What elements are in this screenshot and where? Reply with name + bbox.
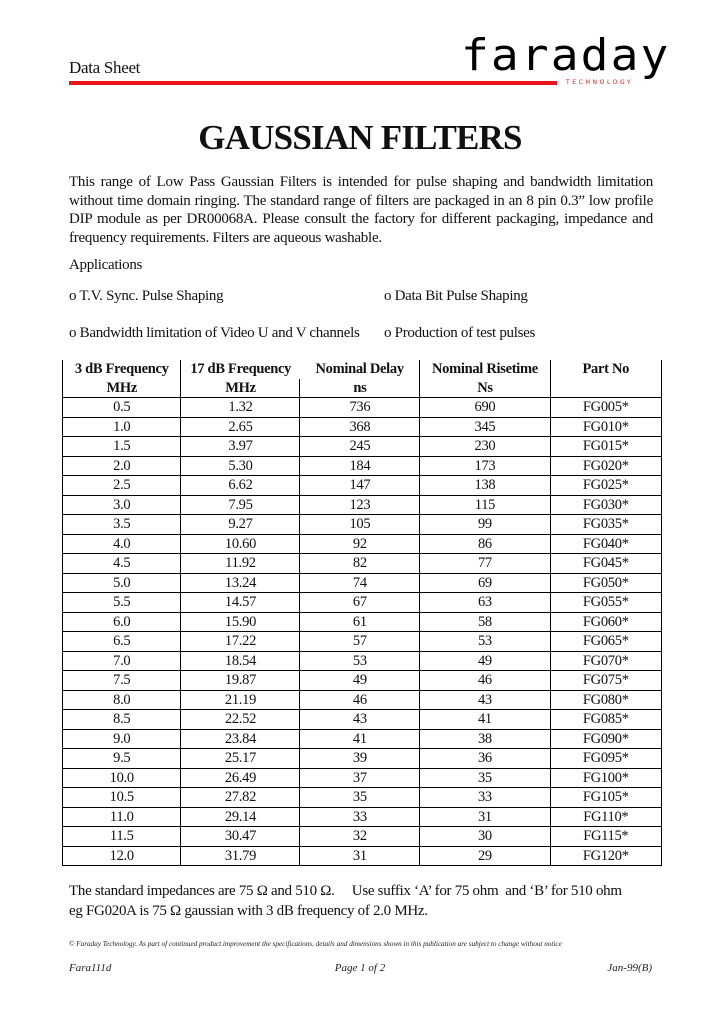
table-cell: 35 <box>420 768 550 788</box>
table-cell: 35 <box>300 788 420 808</box>
table-cell: 13.24 <box>181 573 300 593</box>
table-cell: 27.82 <box>181 788 300 808</box>
table-row <box>63 846 662 866</box>
table-cell: FG095* <box>550 749 661 769</box>
table-cell: FG055* <box>550 593 661 613</box>
table-cell: 30.47 <box>181 827 300 847</box>
table-cell: FG020* <box>550 456 661 476</box>
table-cell: 33 <box>420 788 550 808</box>
table-cell: FG070* <box>550 651 661 671</box>
document-type-label: Data Sheet <box>69 58 141 77</box>
table-cell: 31.79 <box>181 846 300 866</box>
table-cell: 173 <box>420 456 550 476</box>
table-cell: FG050* <box>550 573 661 593</box>
table-cell: 690 <box>420 398 550 418</box>
header-3db-frequency: 3 dB Frequency <box>63 360 181 379</box>
table-row <box>63 671 662 691</box>
table-cell: 3.97 <box>181 437 300 457</box>
table-cell: 15.90 <box>181 612 300 632</box>
table-cell: 5.30 <box>181 456 300 476</box>
impedance-note <box>69 881 669 921</box>
table-cell: 92 <box>300 534 420 554</box>
table-cell: 74 <box>300 573 420 593</box>
table-cell: 147 <box>300 476 420 496</box>
table-cell: 11.5 <box>63 827 181 847</box>
footer-revision-date: Jan-99(B) <box>607 962 652 974</box>
impedance-note-line: eg FG020A is 75 Ω gaussian with 3 dB frequency of 2.0 MHz. <box>69 903 428 919</box>
table-cell: 115 <box>420 495 550 515</box>
table-cell: 10.5 <box>63 788 181 808</box>
table-cell: 1.5 <box>63 437 181 457</box>
table-cell: 12.0 <box>63 846 181 866</box>
table-cell: 82 <box>300 554 420 574</box>
table-cell: 23.84 <box>181 729 300 749</box>
table-row <box>63 827 662 847</box>
application-item: o Production of test pulses <box>384 325 536 341</box>
table-cell: 8.5 <box>63 710 181 730</box>
table-cell: FG120* <box>550 846 661 866</box>
table-cell: 19.87 <box>181 671 300 691</box>
table-cell: 36 <box>420 749 550 769</box>
table-cell: 49 <box>300 671 420 691</box>
table-cell: 21.19 <box>181 690 300 710</box>
table-row <box>63 729 662 749</box>
copyright-footnote: © Faraday Technology. As part of continued product improvement the specifications, details and dimensions shown in this publication are subject to change without notice <box>69 940 562 948</box>
unit-cell: MHz <box>181 379 300 398</box>
table-row <box>63 476 662 496</box>
table-row <box>63 437 662 457</box>
table-cell: 41 <box>420 710 550 730</box>
table-cell: 0.5 <box>63 398 181 418</box>
table-cell: 26.49 <box>181 768 300 788</box>
table-cell: 49 <box>420 651 550 671</box>
table-cell: 7.5 <box>63 671 181 691</box>
table-cell: 9.27 <box>181 515 300 535</box>
table-cell: FG030* <box>550 495 661 515</box>
unit-cell: ns <box>300 379 420 398</box>
table-cell: FG045* <box>550 554 661 574</box>
table-cell: 43 <box>300 710 420 730</box>
table-row <box>63 573 662 593</box>
table-cell: 230 <box>420 437 550 457</box>
table-cell: 7.0 <box>63 651 181 671</box>
table-cell: 2.0 <box>63 456 181 476</box>
table-cell: 9.0 <box>63 729 181 749</box>
table-cell: 30 <box>420 827 550 847</box>
table-cell: FG090* <box>550 729 661 749</box>
table-cell: 99 <box>420 515 550 535</box>
table-cell: FG085* <box>550 710 661 730</box>
table-cell: 25.17 <box>181 749 300 769</box>
header-17db-frequency: 17 dB Frequency <box>181 360 300 379</box>
table-row <box>63 417 662 437</box>
header-nominal-risetime: Nominal Risetime <box>420 360 550 379</box>
table-cell: 41 <box>300 729 420 749</box>
table-units-row <box>63 379 662 398</box>
application-item: o Data Bit Pulse Shaping <box>384 288 528 304</box>
table-cell: FG115* <box>550 827 661 847</box>
table-cell: 18.54 <box>181 651 300 671</box>
table-cell: 31 <box>300 846 420 866</box>
table-cell: FG010* <box>550 417 661 437</box>
header-nominal-delay: Nominal Delay <box>315 361 404 378</box>
table-cell: 33 <box>300 807 420 827</box>
table-cell: 38 <box>420 729 550 749</box>
table-row <box>63 690 662 710</box>
table-cell: 4.0 <box>63 534 181 554</box>
table-cell: 46 <box>420 671 550 691</box>
table-cell: 105 <box>300 515 420 535</box>
table-cell: 8.0 <box>63 690 181 710</box>
table-cell: 43 <box>420 690 550 710</box>
table-cell: FG065* <box>550 632 661 652</box>
table-cell: 29 <box>420 846 550 866</box>
table-row <box>63 593 662 613</box>
table-cell: 138 <box>420 476 550 496</box>
table-cell: 86 <box>420 534 550 554</box>
table-cell: 5.0 <box>63 573 181 593</box>
filter-spec-table <box>62 360 662 866</box>
table-cell: 77 <box>420 554 550 574</box>
table-cell: 58 <box>420 612 550 632</box>
table-cell: FG100* <box>550 768 661 788</box>
table-row <box>63 515 662 535</box>
table-cell: 3.0 <box>63 495 181 515</box>
applications-heading: Applications <box>69 257 143 273</box>
table-cell: 245 <box>300 437 420 457</box>
table-row <box>63 651 662 671</box>
table-cell: 5.5 <box>63 593 181 613</box>
table-cell: 53 <box>300 651 420 671</box>
impedance-note-line: The standard impedances are 75 Ω and 510 Ω. Use suffix ‘A’ for 75 ohm and ‘B’ for 510 ohm <box>69 883 622 899</box>
footer-doc-code: Fara111d <box>69 962 112 974</box>
table-cell: FG060* <box>550 612 661 632</box>
table-cell: 736 <box>300 398 420 418</box>
table-cell: 29.14 <box>181 807 300 827</box>
table-cell: 46 <box>300 690 420 710</box>
table-cell: 10.60 <box>181 534 300 554</box>
table-cell: 368 <box>300 417 420 437</box>
intro-paragraph: This range of Low Pass Gaussian Filters is intended for pulse shaping and bandwidth limitation without time domain ringing. The standard range of filters are packaged in an 8 pin 0.3” low profile DIP module as per DR00068A. Please consult the factory for different packaging, impedance and frequency requirements. Filters are aqueous washable. <box>69 174 653 246</box>
table-cell: 63 <box>420 593 550 613</box>
table-cell: 345 <box>420 417 550 437</box>
table-cell: 1.0 <box>63 417 181 437</box>
logo-wordmark: faraday <box>461 30 671 81</box>
table-cell: 7.95 <box>181 495 300 515</box>
table-cell: 53 <box>420 632 550 652</box>
application-item: o T.V. Sync. Pulse Shaping <box>69 288 224 304</box>
table-cell: 11.0 <box>63 807 181 827</box>
table-cell: 6.62 <box>181 476 300 496</box>
table-cell: 6.5 <box>63 632 181 652</box>
table-cell: 32 <box>300 827 420 847</box>
table-cell: 2.5 <box>63 476 181 496</box>
footer-page-number: Page 1 of 2 <box>334 962 386 974</box>
table-cell: 61 <box>300 612 420 632</box>
table-cell: FG035* <box>550 515 661 535</box>
table-row <box>63 749 662 769</box>
table-row <box>63 788 662 808</box>
logo-tagline: TECHNOLOGY <box>566 79 634 86</box>
table-cell: 17.22 <box>181 632 300 652</box>
table-cell: 69 <box>420 573 550 593</box>
header-part-no: Part No <box>550 360 661 379</box>
table-row <box>63 456 662 476</box>
faraday-logo <box>461 30 671 90</box>
table-cell: 31 <box>420 807 550 827</box>
table-cell: 37 <box>300 768 420 788</box>
table-row <box>63 632 662 652</box>
table-cell: FG005* <box>550 398 661 418</box>
table-cell: FG015* <box>550 437 661 457</box>
table-cell: 10.0 <box>63 768 181 788</box>
unit-cell <box>550 379 661 398</box>
unit-cell: Ns <box>420 379 550 398</box>
table-row <box>63 495 662 515</box>
table-row <box>63 398 662 418</box>
table-row <box>63 554 662 574</box>
table-cell: 3.5 <box>63 515 181 535</box>
table-cell: FG080* <box>550 690 661 710</box>
table-cell: 11.92 <box>181 554 300 574</box>
table-cell: 1.32 <box>181 398 300 418</box>
page-title: GAUSSIAN FILTERS <box>198 118 522 157</box>
table-cell: FG105* <box>550 788 661 808</box>
application-item: o Bandwidth limitation of Video U and V channels <box>69 325 360 341</box>
table-cell: 184 <box>300 456 420 476</box>
table-header-row <box>63 360 662 379</box>
table-cell: 9.5 <box>63 749 181 769</box>
table-row <box>63 807 662 827</box>
table-row <box>63 768 662 788</box>
table-row <box>63 534 662 554</box>
table-row <box>63 612 662 632</box>
table-cell: 2.65 <box>181 417 300 437</box>
table-cell: 123 <box>300 495 420 515</box>
unit-cell: MHz <box>63 379 181 398</box>
table-cell: FG110* <box>550 807 661 827</box>
table-cell: 67 <box>300 593 420 613</box>
table-cell: 22.52 <box>181 710 300 730</box>
table-cell: FG025* <box>550 476 661 496</box>
table-cell: FG040* <box>550 534 661 554</box>
table-row <box>63 710 662 730</box>
table-cell: 14.57 <box>181 593 300 613</box>
table-cell: 6.0 <box>63 612 181 632</box>
table-cell: 39 <box>300 749 420 769</box>
table-cell: 57 <box>300 632 420 652</box>
table-cell: FG075* <box>550 671 661 691</box>
table-cell: 4.5 <box>63 554 181 574</box>
